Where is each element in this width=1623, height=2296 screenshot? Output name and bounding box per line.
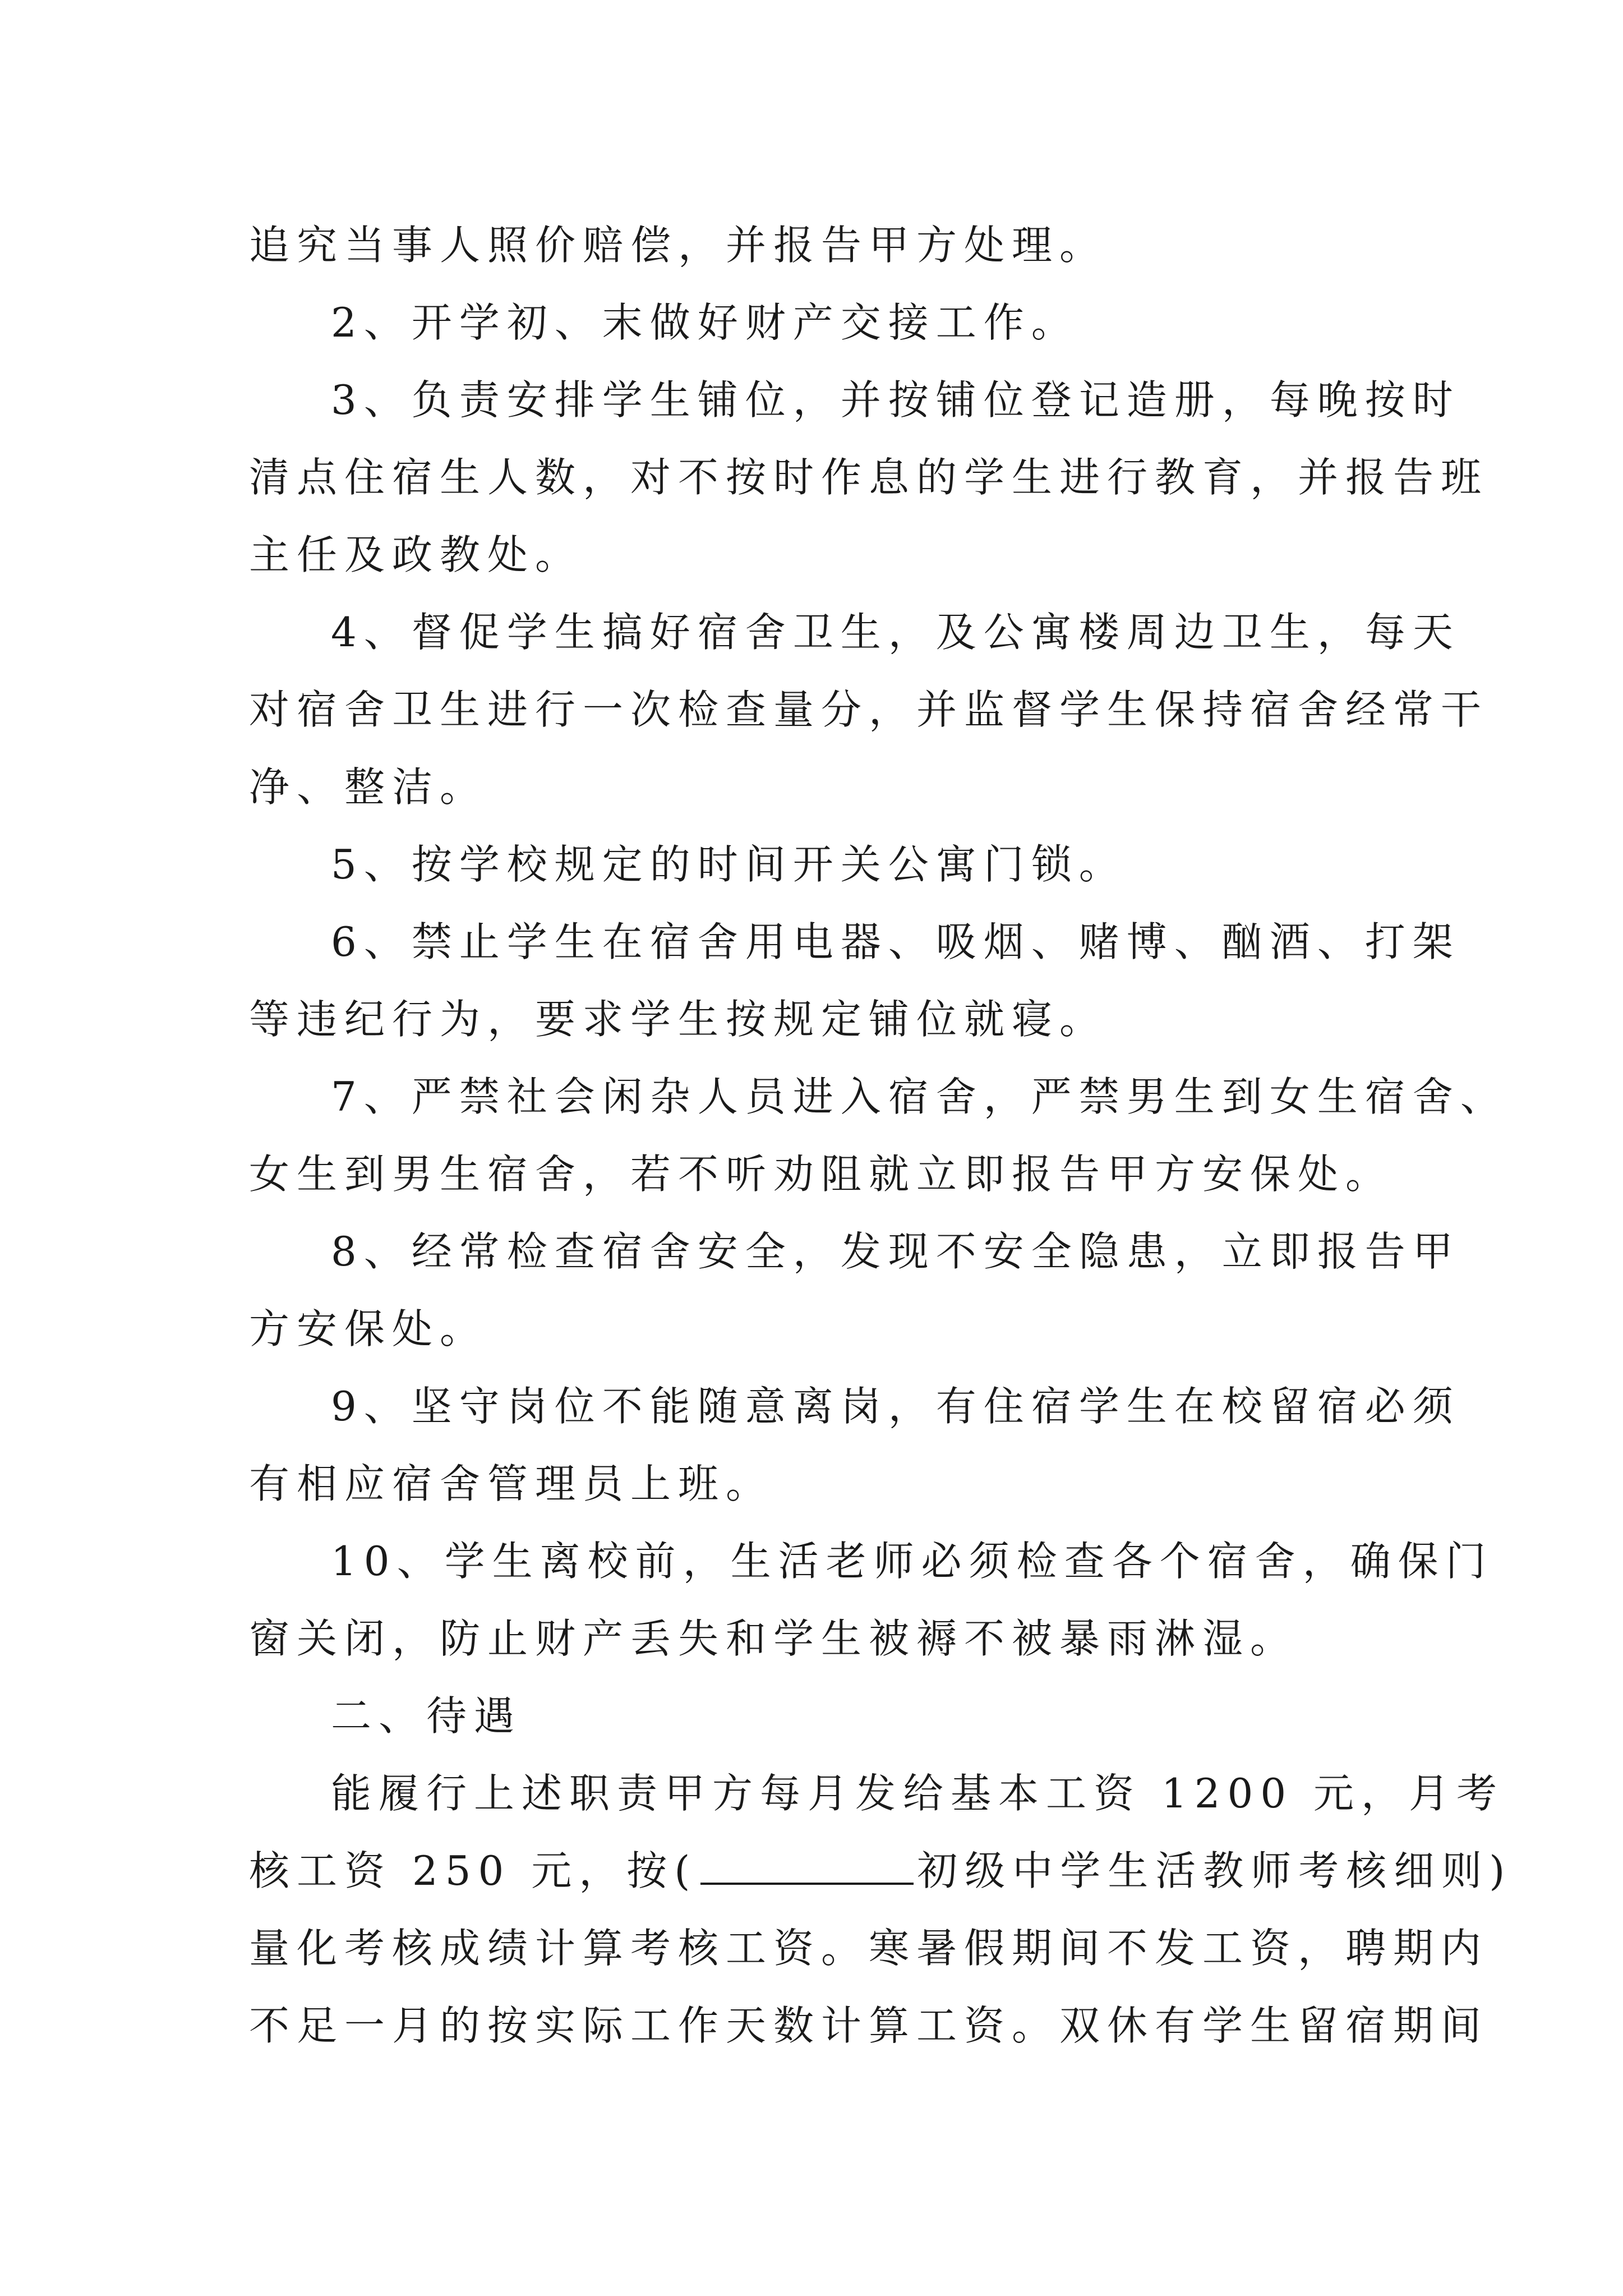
document-body [249, 206, 1513, 2064]
section-heading: 二、待遇 [331, 1692, 522, 1740]
text-line: 7、严禁社会闲杂人员进入宿舍，严禁男生到女生宿舍、 [331, 1073, 1508, 1120]
text-line: 10、学生离校前，生活老师必须检查各个宿舍，确保门 [331, 1538, 1493, 1585]
text-line: 5、按学校规定的时间开关公寓门锁。 [331, 841, 1127, 888]
text-line: 净、整洁。 [249, 763, 488, 811]
text-line: 6、禁止学生在宿舍用电器、吸烟、赌博、酗酒、打架 [331, 918, 1460, 965]
text-line: 窗关闭，防止财产丢失和学生被褥不被暴雨淋湿。 [249, 1615, 1298, 1662]
text-segment: 核工资 250 元，按( [249, 1847, 698, 1894]
text-line: 8、经常检查宿舍安全，发现不安全隐患，立即报告甲 [331, 1228, 1460, 1275]
text-line: 清点住宿生人数，对不按时作息的学生进行教育，并报告班 [249, 454, 1489, 501]
text-line: 主任及政教处。 [249, 531, 583, 578]
text-line: 方安保处。 [249, 1305, 488, 1352]
text-line: 3、负责安排学生铺位，并按铺位登记造册，每晚按时 [331, 376, 1460, 424]
text-line: 不足一月的按实际工作天数计算工资。双休有学生留宿期间 [249, 2002, 1489, 2049]
text-line: 4、督促学生搞好宿舍卫生，及公寓楼周边卫生，每天 [331, 609, 1460, 656]
text-line: 量化考核成绩计算考核工资。寒暑假期间不发工资，聘期内 [249, 1925, 1489, 1972]
text-segment: 初级中学生活教师考核细则) [917, 1847, 1513, 1894]
text-line: 追究当事人照价赔偿，并报告甲方处理。 [249, 222, 1108, 269]
fill-in-blank [700, 1846, 914, 1885]
text-line: 等违纪行为，要求学生按规定铺位就寝。 [249, 996, 1108, 1043]
text-line: 对宿舍卫生进行一次检查量分，并监督学生保持宿舍经常干 [249, 686, 1489, 733]
text-line: 有相应宿舍管理员上班。 [249, 1460, 774, 1507]
text-line-with-blank [249, 1832, 1513, 1910]
text-line: 9、坚守岗位不能随意离岗，有住宿学生在校留宿必须 [331, 1383, 1460, 1430]
text-line: 女生到男生宿舍，若不听劝阻就立即报告甲方安保处。 [249, 1151, 1394, 1198]
text-line: 能履行上述职责甲方每月发给基本工资 1200 元，月考 [331, 1770, 1505, 1817]
text-line: 2、开学初、末做好财产交接工作。 [331, 299, 1079, 346]
